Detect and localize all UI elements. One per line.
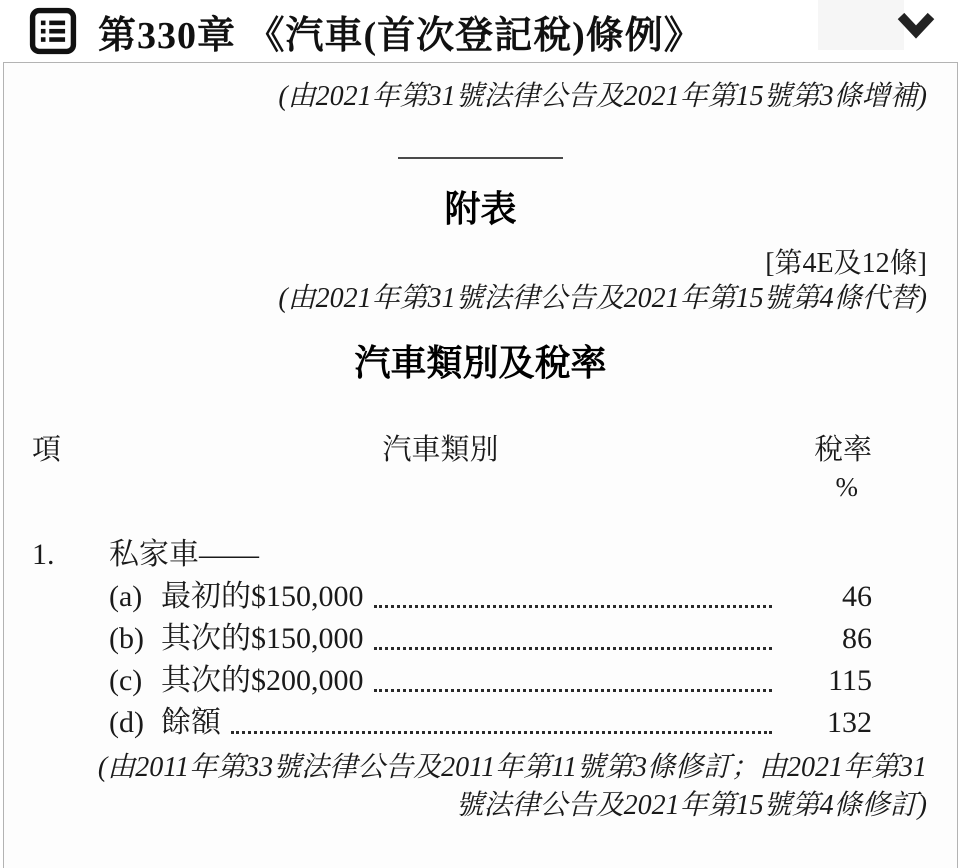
page-title: 第330章 《汽車(首次登記稅)條例》 xyxy=(98,14,703,57)
list-icon xyxy=(28,6,78,56)
subrow-label: 最初的$150,000 xyxy=(161,580,364,613)
column-header-rate: 稅率 xyxy=(813,434,872,466)
subrow-label: 餘額 xyxy=(161,706,221,739)
table-row xyxy=(4,535,957,575)
toc-icon[interactable] xyxy=(28,6,78,56)
table-subrow-b xyxy=(4,617,957,659)
subrow-rate-value: 46 xyxy=(842,580,872,613)
dotted-leader xyxy=(231,731,772,734)
rate-unit-row xyxy=(4,469,957,505)
column-header-item: 項 xyxy=(32,434,62,466)
section-reference: [第4E及12條] xyxy=(765,248,927,279)
table-header-row xyxy=(4,431,957,469)
subrow-key: (a) xyxy=(109,580,143,613)
dotted-leader xyxy=(374,605,773,608)
subrow-rate-value: 86 xyxy=(842,622,872,655)
subrow-rate-value: 132 xyxy=(827,706,872,739)
section-divider xyxy=(398,157,563,159)
chevron-down-icon[interactable] xyxy=(896,6,936,46)
dotted-leader xyxy=(374,647,773,650)
item-number: 1. xyxy=(32,538,55,571)
table-subrow-c xyxy=(4,659,957,701)
table-heading: 汽車類別及稅率 xyxy=(354,343,607,383)
document-body xyxy=(3,62,958,868)
amendment-note-replaced: (由2021年第31號法律公告及2021年第15號第4條代替) xyxy=(278,283,927,314)
footer-amendment-line1: (由2011年第33號法律公告及2011年第11號第3條修訂；由2021年第31 xyxy=(97,752,927,783)
subrow-label: 其次的$150,000 xyxy=(161,622,364,655)
rate-unit: % xyxy=(835,472,858,502)
item-label: 私家車—— xyxy=(109,538,259,571)
subrow-rate-value: 115 xyxy=(828,664,872,697)
footer-amendment-line2: 號法律公告及2021年第15號第4條修訂) xyxy=(455,790,927,821)
footer-amendment-note xyxy=(4,749,957,825)
dotted-leader xyxy=(374,689,773,692)
subrow-label: 其次的$200,000 xyxy=(161,664,364,697)
table-subrow-d xyxy=(4,701,957,743)
column-header-vehicle-class: 汽車類別 xyxy=(382,434,499,466)
subrow-key: (d) xyxy=(109,706,144,739)
header-bar xyxy=(0,0,960,62)
schedule-heading: 附表 xyxy=(444,189,517,229)
subrow-key: (b) xyxy=(109,622,144,655)
subrow-key: (c) xyxy=(109,664,143,697)
table-subrow-a xyxy=(4,575,957,617)
amendment-note-added: (由2021年第31號法律公告及2021年第15號第3條增補) xyxy=(278,81,927,112)
header-shade xyxy=(818,0,904,50)
